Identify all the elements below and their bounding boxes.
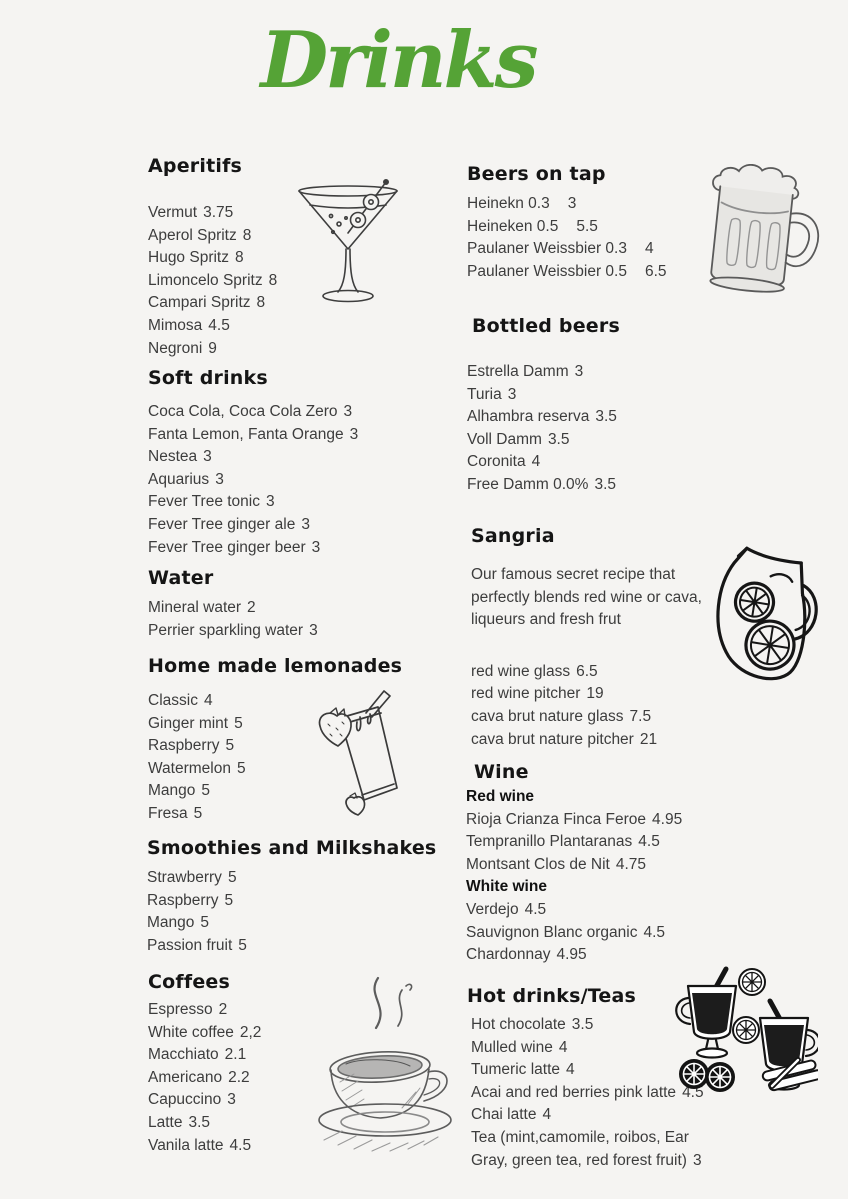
item-name: Fanta Lemon, Fanta Orange	[148, 425, 344, 443]
item-name: Mango	[147, 914, 195, 932]
menu-item	[467, 683, 707, 706]
menu-item	[148, 537, 448, 560]
menu-item	[467, 706, 707, 729]
menu-item	[467, 193, 737, 216]
item-name: Vanila latte	[148, 1136, 224, 1154]
item-name: Voll Damm	[467, 430, 542, 448]
menu-item-list	[148, 401, 448, 559]
wine-subheading-white: White wine	[466, 878, 547, 896]
item-name: Turia	[467, 385, 502, 403]
item-price: 4.75	[615, 855, 647, 873]
item-price: 8	[242, 226, 252, 244]
item-price: 3	[227, 1091, 236, 1109]
section-bottled-beers	[467, 315, 727, 497]
item-name: Rioja Crianza Finca Feroe	[466, 810, 647, 828]
item-name: Nestea	[148, 448, 198, 466]
menu-item-list	[148, 202, 448, 360]
item-price: 3	[507, 385, 517, 403]
item-name: Free Damm 0.0%	[467, 475, 589, 493]
item-name: Alhambra reserva	[467, 408, 590, 426]
menu-item	[467, 384, 727, 407]
item-name: Coronita	[467, 453, 526, 471]
item-price: 3.5	[595, 408, 617, 426]
item-name: Chardonnay	[466, 946, 551, 964]
menu-item	[467, 1104, 723, 1127]
section-heading: Sangria	[471, 525, 555, 547]
menu-item	[148, 1044, 448, 1067]
menu-item	[148, 338, 448, 361]
section-aperitifs	[148, 155, 448, 360]
menu-item	[148, 1089, 448, 1112]
section-hot-drinks-teas	[467, 985, 723, 1172]
section-heading: Coffees	[148, 971, 231, 993]
item-price: 4.5	[638, 833, 660, 851]
menu-item	[467, 406, 727, 429]
item-price: 3	[343, 403, 353, 420]
item-name: Fresa	[148, 804, 188, 822]
item-name: Mulled wine	[471, 1038, 553, 1056]
menu-item-list	[148, 999, 448, 1157]
item-price: 6.5	[644, 262, 667, 280]
item-price: 8	[234, 249, 244, 267]
menu-item-list	[466, 809, 751, 877]
section-sangria	[467, 525, 707, 751]
item-price: 3	[215, 470, 224, 488]
item-name: White coffee	[148, 1023, 234, 1041]
item-price: 2.1	[224, 1046, 247, 1064]
menu-item	[467, 1127, 723, 1172]
item-price: 3.5	[571, 1016, 594, 1033]
menu-item	[148, 713, 448, 736]
item-name: Tempranillo Plantaranas	[466, 833, 633, 851]
item-name: Limoncelo Spritz	[148, 271, 263, 289]
item-price: 21	[639, 730, 658, 748]
menu-item	[148, 1067, 448, 1090]
menu-item	[148, 780, 448, 803]
item-price: 3.5	[594, 475, 617, 493]
menu-item-list	[466, 899, 751, 967]
menu-item	[466, 809, 751, 832]
menu-item	[148, 202, 448, 225]
menu-item	[148, 803, 448, 826]
item-price: 4	[566, 1061, 575, 1079]
item-price: 3	[309, 621, 318, 639]
sangria-pitcher-illustration	[702, 540, 828, 703]
item-price: 4	[542, 1106, 552, 1124]
item-name: Estrella Damm	[467, 363, 569, 380]
item-name: Perrier sparkling water	[148, 621, 304, 639]
item-price: 3	[301, 515, 310, 533]
item-price: 2	[247, 599, 256, 616]
section-wine	[466, 761, 751, 967]
item-name: Fever Tree ginger beer	[148, 538, 306, 556]
item-name: Paulaner Weissbier 0.5	[467, 262, 627, 280]
item-name: Heineken 0.5	[467, 217, 559, 235]
menu-item-list	[467, 193, 737, 283]
item-name: Vermut	[148, 204, 198, 221]
item-price: 4.5	[208, 316, 230, 334]
section-heading: Hot drinks/Teas	[467, 985, 636, 1007]
section-heading: Beers on tap	[467, 163, 606, 185]
menu-item	[467, 451, 727, 474]
section-home-made-lemonades	[148, 655, 448, 826]
section-heading: Home made lemonades	[148, 655, 403, 677]
menu-item	[467, 661, 707, 684]
menu-item	[467, 729, 707, 752]
menu-item	[148, 597, 448, 620]
item-name: Fever Tree ginger ale	[148, 515, 296, 533]
menu-item-list	[467, 661, 707, 751]
menu-item	[467, 474, 727, 497]
item-name: Strawberry	[147, 869, 222, 886]
wine-subheading-red: Red wine	[466, 788, 535, 805]
item-name: Acai and red berries pink latte	[471, 1083, 677, 1101]
item-price: 4.95	[556, 946, 587, 964]
item-price: 4.5	[643, 923, 666, 941]
menu-item	[467, 1059, 723, 1082]
item-price: 2	[218, 1001, 228, 1018]
item-price: 5	[227, 869, 237, 886]
section-heading: Aperitifs	[148, 155, 243, 177]
menu-item	[148, 1022, 448, 1045]
item-price: 8	[268, 271, 278, 289]
menu-item	[148, 469, 448, 492]
item-name: Montsant Clos de Nit	[466, 855, 610, 873]
menu-item-list	[467, 361, 727, 497]
item-price: 3	[692, 1151, 702, 1169]
item-name: cava brut nature glass	[471, 707, 624, 725]
section-heading: Soft drinks	[148, 367, 268, 389]
item-name: Coca Cola, Coca Cola Zero	[148, 403, 338, 420]
menu-item	[467, 238, 737, 261]
menu-item	[148, 758, 448, 781]
item-name: Passion fruit	[147, 936, 233, 954]
item-price: 5	[200, 914, 210, 932]
item-price: 3	[266, 493, 275, 511]
menu-item	[148, 620, 448, 643]
menu-item	[148, 247, 448, 270]
item-price: 5	[201, 782, 211, 800]
item-price: 4	[203, 692, 213, 709]
menu-item	[148, 735, 448, 758]
item-name: Sauvignon Blanc organic	[466, 923, 638, 941]
item-name: Macchiato	[148, 1046, 219, 1064]
menu-item	[147, 890, 467, 913]
menu-item	[467, 429, 727, 452]
item-name: Verdejo	[466, 900, 519, 918]
item-price: 4.5	[229, 1136, 252, 1154]
item-name: Chai latte	[471, 1106, 537, 1124]
item-price: 4.5	[682, 1083, 704, 1101]
item-price: 5	[234, 714, 243, 732]
item-name: red wine glass	[471, 662, 571, 680]
item-name: Capuccino	[148, 1091, 222, 1109]
item-name: cava brut nature pitcher	[471, 730, 634, 748]
item-name: Raspberry	[147, 891, 219, 909]
item-price: 3.5	[188, 1113, 211, 1131]
menu-item	[467, 1037, 723, 1060]
item-price: 2,2	[239, 1023, 262, 1041]
item-name: Mimosa	[148, 316, 203, 334]
item-price: 3	[203, 448, 212, 466]
item-price: 5	[238, 936, 247, 954]
item-name: Raspberry	[148, 737, 220, 755]
item-price: 7.5	[629, 707, 652, 725]
item-price: 3.5	[547, 430, 570, 448]
menu-title: Drinks	[260, 15, 536, 106]
section-smoothies-milkshakes	[147, 837, 467, 957]
item-price: 4.5	[524, 900, 547, 918]
item-name: Paulaner Weissbier 0.3	[467, 240, 627, 258]
item-price: 3	[349, 425, 359, 443]
item-price: 3	[567, 195, 577, 212]
item-price: 5	[236, 759, 246, 777]
menu-item-list	[467, 1014, 723, 1172]
section-beers-on-tap	[467, 163, 737, 283]
item-price: 5	[193, 804, 203, 822]
item-name: Tea (mint,camomile, roibos, Ear Gray, green tea, red forest fruit)	[471, 1128, 689, 1169]
item-name: Ginger mint	[148, 714, 229, 732]
menu-item	[147, 912, 467, 935]
item-name: Tumeric latte	[471, 1061, 561, 1079]
menu-item	[148, 446, 448, 469]
item-name: Watermelon	[148, 759, 231, 777]
menu-item	[148, 424, 448, 447]
item-price: 4	[644, 240, 654, 258]
menu-item	[148, 1135, 448, 1158]
item-price: 4	[531, 453, 541, 471]
item-price: 5	[225, 737, 235, 755]
menu-item	[466, 944, 751, 967]
item-price: 4	[558, 1038, 568, 1056]
item-price: 3.75	[203, 204, 234, 221]
item-name: Latte	[148, 1113, 183, 1131]
item-price: 19	[586, 685, 604, 703]
item-name: Negroni	[148, 339, 203, 357]
item-name: Aperol Spritz	[148, 226, 237, 244]
menu-item	[147, 867, 467, 890]
menu-item	[148, 1112, 448, 1135]
section-water	[148, 567, 448, 642]
section-heading: Bottled beers	[472, 315, 620, 337]
menu-item	[466, 922, 751, 945]
item-name: Aquarius	[148, 470, 210, 488]
menu-item	[467, 261, 737, 284]
menu-item	[148, 514, 448, 537]
menu-item	[467, 216, 737, 239]
item-price: 5	[224, 891, 234, 909]
item-name: Espresso	[148, 1001, 213, 1018]
section-coffees	[148, 971, 448, 1157]
item-name: Mango	[148, 782, 196, 800]
menu-item	[466, 831, 751, 854]
item-name: Fever Tree tonic	[148, 493, 260, 511]
item-price: 5.5	[576, 217, 598, 235]
menu-item	[148, 292, 448, 315]
menu-item	[467, 1082, 723, 1105]
sangria-description: Our famous secret recipe that perfectly blends red wine or cava, liqueurs and fresh frut	[471, 566, 702, 629]
menu-item	[148, 999, 448, 1022]
item-price: 4.95	[652, 810, 683, 828]
item-name: Hot chocolate	[471, 1016, 566, 1033]
item-price: 9	[208, 339, 217, 357]
section-heading: Smoothies and Milkshakes	[147, 837, 437, 859]
item-price: 3	[311, 538, 321, 556]
item-name: Americano	[148, 1068, 223, 1086]
menu-item	[148, 270, 448, 293]
menu-item	[466, 899, 751, 922]
menu-item	[148, 225, 448, 248]
menu-item	[148, 401, 448, 424]
menu-item	[467, 361, 727, 384]
item-price: 8	[256, 294, 266, 312]
item-price: 2.2	[228, 1068, 250, 1086]
section-heading: Water	[148, 567, 214, 589]
item-name: Classic	[148, 692, 198, 709]
item-name: Heinekn 0.3	[467, 195, 550, 212]
menu-item	[147, 935, 467, 958]
item-name: Hugo Spritz	[148, 249, 229, 267]
menu-item	[148, 315, 448, 338]
item-price: 6.5	[576, 662, 598, 680]
menu-item	[148, 491, 448, 514]
item-name: red wine pitcher	[471, 685, 581, 703]
section-heading: Wine	[474, 761, 529, 783]
menu-item-list	[148, 690, 448, 826]
menu-item-list	[148, 597, 448, 642]
menu-item	[467, 1014, 723, 1037]
item-name: Mineral water	[148, 599, 242, 616]
menu-item-list	[147, 867, 467, 957]
item-price: 3	[574, 363, 584, 380]
section-soft-drinks	[148, 367, 448, 559]
menu-item	[466, 854, 751, 877]
item-name: Campari Spritz	[148, 294, 251, 312]
menu-item	[148, 690, 448, 713]
